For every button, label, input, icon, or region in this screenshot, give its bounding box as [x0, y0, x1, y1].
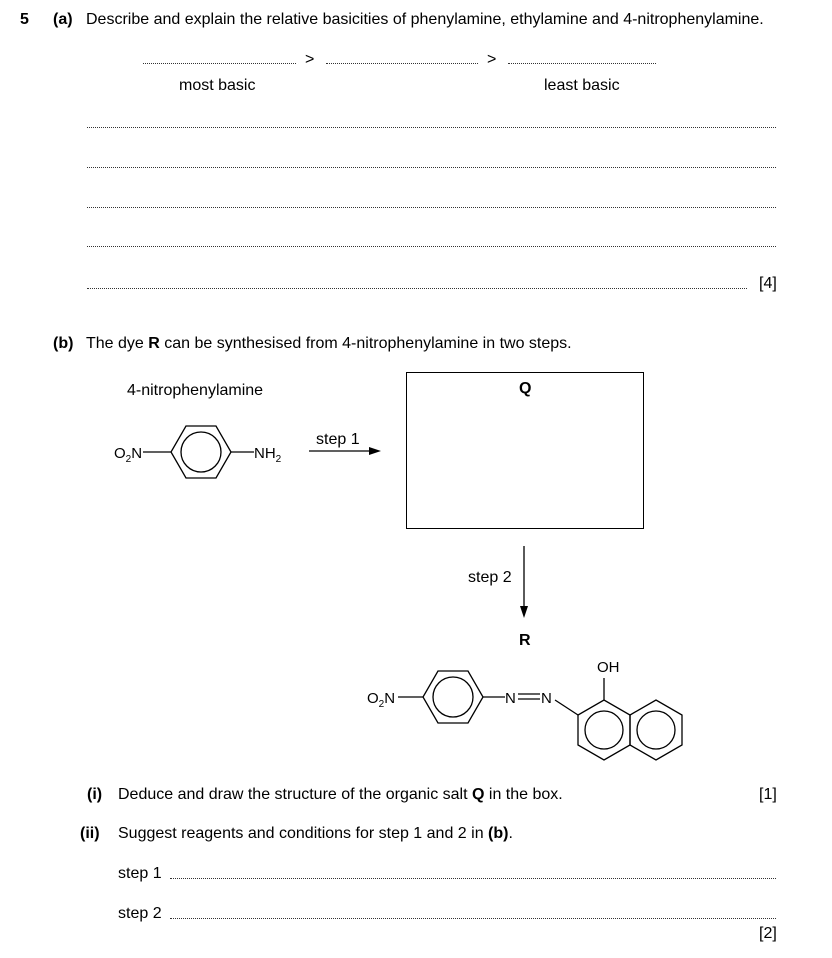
step1-label: step 1	[316, 431, 360, 448]
marks-b-i: [1]	[759, 786, 777, 803]
nh2-sub: 2	[275, 454, 282, 465]
q-box-label: Q	[519, 380, 532, 397]
sub-i-text-pre: Deduce and draw the structure of the organic salt	[118, 786, 472, 803]
greater-than-2: >	[487, 51, 497, 68]
product-r-label: R	[519, 632, 531, 649]
start-compound-name: 4-nitrophenylamine	[127, 382, 264, 399]
sub-ii-bold-b: (b)	[488, 825, 509, 842]
part-a-prompt: Describe and explain the relative basicities of phenylamine, ethylamine and 4-nitrophenylamine.	[86, 11, 764, 28]
r-o2n-n: N	[384, 690, 396, 707]
sub-i-prompt	[118, 787, 563, 803]
nh2-nh: NH	[254, 445, 276, 462]
sub-ii-label: (ii)	[80, 825, 100, 842]
oh-group: OH	[597, 659, 620, 676]
part-b-text-pre: The dye	[86, 335, 149, 352]
o2n-sub: 2	[125, 454, 132, 465]
sub-ii-prompt	[118, 826, 513, 842]
r-o2n-o: O	[367, 690, 379, 707]
svg-text:O2N	[367, 690, 395, 710]
azo-n1: N	[505, 690, 516, 707]
step1-answer-line[interactable]	[170, 878, 776, 879]
sub-i-label: (i)	[87, 786, 103, 803]
sub-ii-text-post: .	[508, 825, 513, 842]
sub-i-bold-q: Q	[471, 786, 485, 803]
part-b-text-post: can be synthesised from 4-nitrophenylamine in two steps.	[159, 335, 572, 352]
sub-i-text-post: in the box.	[484, 786, 563, 803]
marks-a: [4]	[759, 275, 777, 292]
least-basic-label: least basic	[544, 77, 620, 94]
most-basic-label: most basic	[179, 77, 256, 94]
greater-than-1: >	[305, 51, 315, 68]
step2-answer-line[interactable]	[170, 918, 776, 919]
azo-n2: N	[541, 690, 552, 707]
r-o2n-sub: 2	[378, 699, 385, 710]
dye-r-bold: R	[148, 335, 160, 352]
question-number: 5	[20, 11, 29, 28]
step2-label: step 2	[468, 569, 512, 586]
part-b-label: (b)	[53, 335, 74, 352]
step2-answer-label: step 2	[118, 905, 162, 922]
o2n-o: O	[114, 445, 126, 462]
marks-b-ii: [2]	[759, 925, 777, 942]
o2n-n: N	[131, 445, 143, 462]
sub-ii-text-pre: Suggest reagents and conditions for step 1 and 2 in	[118, 825, 489, 842]
part-a-label: (a)	[53, 11, 73, 28]
step1-answer-label: step 1	[118, 865, 162, 882]
